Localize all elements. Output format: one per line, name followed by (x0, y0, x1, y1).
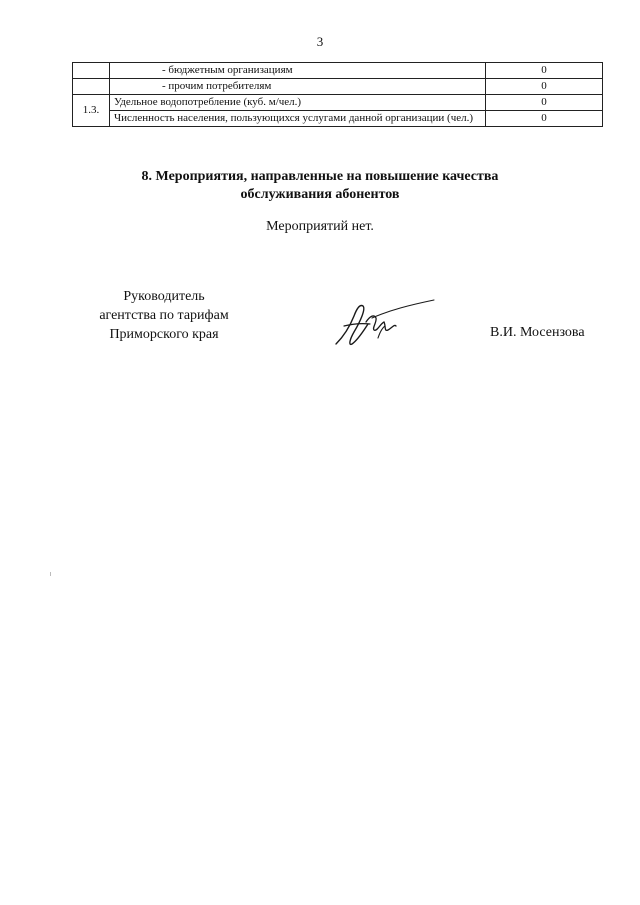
table-row (73, 79, 603, 95)
row-value-cell: 0 (486, 79, 603, 95)
table-row (73, 63, 603, 79)
signer-position-line: Приморского края (109, 327, 219, 342)
row-name-cell: - прочим потребителям (110, 79, 486, 95)
table-row (73, 95, 603, 111)
scan-mark (50, 572, 51, 576)
data-table (72, 62, 603, 127)
handwritten-signature (330, 296, 440, 352)
page-number: 3 (316, 34, 324, 49)
row-number-cell: 1.3. (73, 95, 110, 127)
signer-position (84, 287, 244, 344)
table-row (73, 111, 603, 127)
row-number-cell (73, 79, 110, 95)
signer-position-line: Руководитель (123, 289, 205, 304)
row-name-cell: Удельное водопотребление (куб. м/чел.) (110, 95, 486, 111)
signer-position-line: агентства по тарифам (99, 308, 229, 323)
row-number-cell (73, 63, 110, 79)
row-name-cell: - бюджетным организациям (110, 63, 486, 79)
signer-name: В.И. Мосензова (490, 325, 585, 340)
row-value-cell: 0 (486, 95, 603, 111)
row-value-cell: 0 (486, 111, 603, 127)
row-value-cell: 0 (486, 63, 603, 79)
section-title-line: 8. Мероприятия, направленные на повышение качества (141, 169, 499, 184)
row-name-cell: Численность населения, пользующихся услугами данной организации (чел.) (110, 111, 486, 127)
section-title (0, 168, 640, 204)
section-body: Мероприятий нет. (266, 219, 374, 234)
section-title-line: обслуживания абонентов (240, 187, 400, 202)
